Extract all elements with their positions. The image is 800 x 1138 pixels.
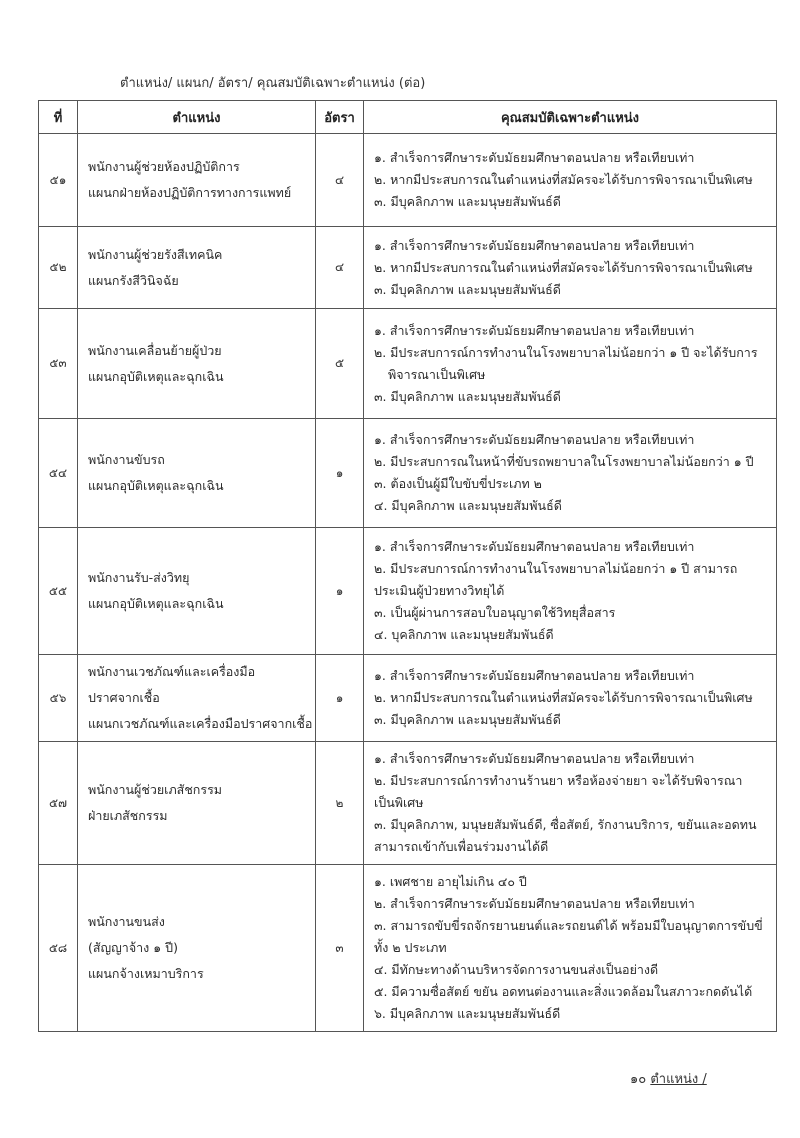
position-name: ปราศจากเชื้อ [88,690,160,705]
qualifications-cell [364,309,777,419]
qualification-item: ๓. ต้องเป็นผู้มีใบขับขี่ประเภท ๒ [374,476,542,491]
row-number: ๕๗ [39,742,78,865]
position-name: พนักงานเคลื่อนย้ายผู้ป่วย [88,342,222,358]
qualifications-cell [364,227,777,309]
header-rate: อัตรา [316,101,364,134]
rate-cell: ๒ [316,742,364,865]
table-caption: ตำแหน่ง/ แผนก/ อัตรา/ คุณสมบัติเฉพาะตำแหน่ง (ต่อ) [120,76,426,91]
rate-cell: ๓ [316,865,364,1032]
position-cell [78,309,316,419]
position-cell [78,419,316,528]
qualification-item: ๒. มีประสบการณ์การทำงานร้านยา หรือห้องจ่ายยา จะได้รับพิจารณา [374,773,743,788]
position-cell [78,134,316,227]
department-name: แผนกอุบัติเหตุและฉุกเฉิน [88,478,224,493]
qualification-item: ๑. สำเร็จการศึกษาระดับมัธยมศึกษาตอนปลาย หรือเทียบเท่า [374,668,695,683]
qualification-item: ๔. บุคลิกภาพ และมนุษยสัมพันธ์ดี [374,627,554,642]
qualification-item: ๓. มีบุคลิกภาพ และมนุษยสัมพันธ์ดี [374,281,561,297]
position-name: พนักงานขนส่ง [88,914,165,929]
table-row [39,865,777,1032]
qualification-item: ๓. มีบุคลิกภาพ และมนุษยสัมพันธ์ดี [374,388,561,404]
qualification-item: ๔. มีทักษะทางด้านบริหารจัดการงานขนส่งเป็นอย่างดี [374,962,659,977]
qualification-item: ๒. หากมีประสบการณในตำแหน่งที่สมัครจะได้รับการพิจารณาเป็นพิเศษ [374,259,753,275]
qualification-item: ๑. สำเร็จการศึกษาระดับมัธยมศึกษาตอนปลาย หรือเทียบเท่า [374,150,695,165]
qualification-item: ๕. มีความซื่อสัตย์ ขยัน อดทนต่องานและสิ่งแวดล้อมในสภาวะกดดันได้ [374,984,753,999]
rate-cell: ๔ [316,134,364,227]
position-name: พนักงานผู้ช่วยรังสีเทคนิค [88,246,223,262]
row-number: ๕๑ [39,134,78,227]
position-cell [78,865,316,1032]
qualifications-cell [364,742,777,865]
qualification-item: ๑. สำเร็จการศึกษาระดับมัธยมศึกษาตอนปลาย หรือเทียบเท่า [374,432,695,447]
table-row [39,655,777,742]
qualification-item: ๑. เพศชาย อายุไม่เกิน ๔๐ ปี [374,874,527,889]
qualification-item: ๓. มีบุคลิกภาพ, มนุษยสัมพันธ์ดี, ซื่อสัตย์, รักงานบริการ, ขยันและอดทน [374,817,757,832]
qualification-item: ๑. สำเร็จการศึกษาระดับมัธยมศึกษาตอนปลาย หรือเทียบเท่า [374,751,695,766]
rate-cell: ๔ [316,227,364,309]
table-row [39,742,777,865]
qualification-item: ๓. มีบุคลิกภาพ และมนุษยสัมพันธ์ดี [374,194,561,209]
department-name: แผนกรังสีวินิจฉัย [88,272,179,288]
footer-number: ๑๐ [630,1072,647,1087]
qualifications-table [38,100,777,1032]
qualification-item: ๒. มีประสบการณ์การทำงานในโรงพยาบาลไม่น้อยกว่า ๑ ปี จะได้รับการ [374,344,758,360]
rate-cell: ๑ [316,655,364,742]
position-cell [78,528,316,655]
department-name: ฝ่ายเภสัชกรรม [88,808,168,823]
header-position: ตำแหน่ง [78,101,316,134]
department-name: แผนกฝ่ายห้องปฏิบัติการทางการแพทย์ [88,185,292,200]
department-name: แผนกอุบัติเหตุและฉุกเฉิน [88,368,224,384]
table-row [39,419,777,528]
qualification-item: ๓. สามารถขับขี่รถจักรยานยนต์และรถยนต์ได้ พร้อมมีใบอนุญาตการขับขี่ [374,918,763,933]
qualification-item: ๑. สำเร็จการศึกษาระดับมัธยมศึกษาตอนปลาย หรือเทียบเท่า [374,237,695,253]
position-name: พนักงานขับรถ [88,452,165,467]
rate-cell: ๕ [316,309,364,419]
rate-cell: ๑ [316,419,364,528]
position-cell [78,742,316,865]
qualification-item: ๑. สำเร็จการศึกษาระดับมัธยมศึกษาตอนปลาย หรือเทียบเท่า [374,539,695,554]
row-number: ๕๘ [39,865,78,1032]
header-qualifications: คุณสมบัติเฉพาะตำแหน่ง [364,101,777,134]
qualification-item: ประเมินผู้ป่วยทางวิทยุได้ [374,583,505,598]
qualification-item: ๒. มีประสบการณ์การทำงานในโรงพยาบาลไม่น้อยกว่า ๑ ปี สามารถ [374,561,738,576]
qualification-item: ๒. สำเร็จการศึกษาระดับมัธยมศึกษาตอนปลาย หรือเทียบเท่า [374,896,695,911]
qualifications-cell [364,865,777,1032]
department-name: แผนกอุบัติเหตุและฉุกเฉิน [88,596,224,611]
table-row [39,227,777,309]
qualification-item: ๓. มีบุคลิกภาพ และมนุษยสัมพันธ์ดี [374,712,561,727]
qualification-item: สามารถเข้ากับเพื่อนร่วมงานได้ดี [374,839,549,854]
position-cell [78,227,316,309]
qualification-item: ๒. หากมีประสบการณในตำแหน่งที่สมัครจะได้รับการพิจารณาเป็นพิเศษ [374,690,753,705]
row-number: ๕๕ [39,528,78,655]
table-row [39,134,777,227]
rate-cell: ๑ [316,528,364,655]
position-name: พนักงานรับ-ส่งวิทยุ [88,570,190,585]
footer-continuation: ตำแหน่ง / [650,1072,707,1087]
qualifications-cell [364,134,777,227]
department-name: แผนกเวชภัณฑ์และเครื่องมือปราศจากเชื้อ [88,716,313,731]
table-row [39,528,777,655]
qualification-item: ๔. มีบุคลิกภาพ และมนุษยสัมพันธ์ดี [374,498,562,513]
qualification-item: ๒. มีประสบการณในหน้าที่ขับรถพยาบาลในโรงพยาบาลไม่น้อยกว่า ๑ ปี [374,454,754,469]
row-number: ๕๓ [39,309,78,419]
qualifications-cell [364,655,777,742]
table-header-row [39,101,777,134]
position-name: (สัญญาจ้าง ๑ ปี) [88,940,178,955]
row-number: ๕๒ [39,227,78,309]
position-cell [78,655,316,742]
qualifications-cell [364,419,777,528]
position-name: พนักงานผู้ช่วยเภสัชกรรม [88,782,223,797]
header-no: ที่ [39,101,78,134]
qualification-item: พิจารณาเป็นพิเศษ [388,366,486,382]
position-name: พนักงานผู้ช่วยห้องปฏิบัติการ [88,159,240,174]
table-row [39,309,777,419]
page-footer [630,1068,707,1089]
row-number: ๕๖ [39,655,78,742]
qualifications-cell [364,528,777,655]
qualification-item: ๒. หากมีประสบการณในตำแหน่งที่สมัครจะได้รับการพิจารณาเป็นพิเศษ [374,172,753,187]
qualification-item: ๓. เป็นผู้ผ่านการสอบใบอนุญาตใช้วิทยุสื่อสาร [374,605,616,620]
qualification-item: ทั้ง ๒ ประเภท [374,940,447,955]
position-name: พนักงานเวชภัณฑ์และเครื่องมือ [88,664,256,679]
qualification-item: ๖. มีบุคลิกภาพ และมนุษยสัมพันธ์ดี [374,1006,561,1021]
qualification-item: ๑. สำเร็จการศึกษาระดับมัธยมศึกษาตอนปลาย หรือเทียบเท่า [374,322,695,338]
qualification-item: เป็นพิเศษ [374,795,424,810]
row-number: ๕๔ [39,419,78,528]
department-name: แผนกจ้างเหมาบริการ [88,966,204,981]
